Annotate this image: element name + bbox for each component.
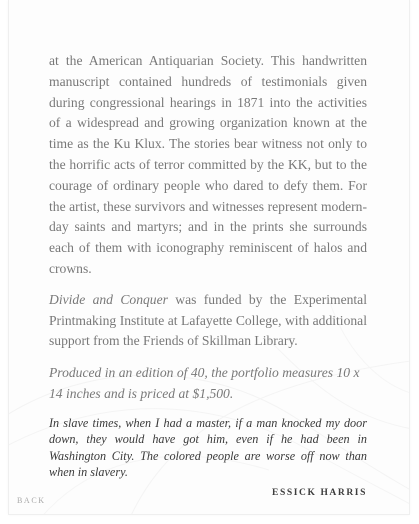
article-paragraph-funding (49, 290, 367, 352)
testimony-quote-block (49, 415, 367, 498)
content-panel (8, 0, 410, 515)
article-paragraph-intro: at the American Antiquarian Society. This handwritten manuscript contained hundreds of testimonials given during congressional hearings in 1871 into the activities of a widespread and growing organization known at the time as the Ku Klux. The stories bear witness not only to the horrific acts of terror committed by the KK, but to the courage of ordinary people who dared to defy them. For the artist, these survivors and witnesses represent modern-day saints and martyrs; and in the prints she surrounds each of them with iconography reminiscent of halos and crowns. (49, 53, 367, 276)
quote-attribution: ESSICK HARRIS (272, 487, 367, 498)
article-body (49, 51, 367, 498)
back-link[interactable]: BACK (17, 496, 46, 505)
portfolio-title: Divide and Conquer (49, 291, 168, 307)
funding-text: was funded by the Experimental Printmaking Institute at Lafayette College, with additional support from the Friends of Skillman Library. (49, 291, 367, 349)
article-paragraph-edition: Produced in an edition of 40, the portfolio measures 10 x 14 inches and is priced at $1,500. (49, 365, 360, 401)
testimony-quote: In slave times, when I had a master, if a man knocked my door down, they would have got him, even if he had been in Washington City. The colored people are worse off now than when in slavery. (49, 415, 367, 480)
